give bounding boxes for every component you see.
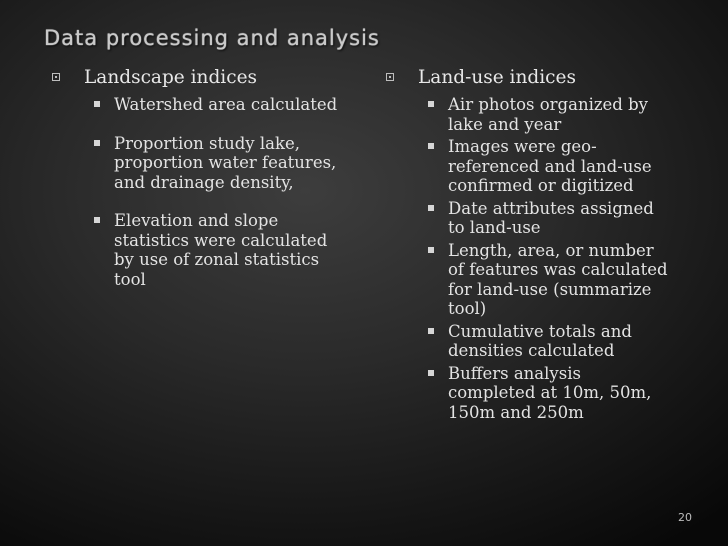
list-item-line: completed at 10m, 50m, <box>448 383 652 402</box>
list-item <box>52 95 352 115</box>
list-item-line: Buffers analysis <box>448 363 581 383</box>
list-item-line: proportion water features, <box>114 153 337 172</box>
left-list <box>52 95 352 289</box>
list-item-line: Elevation and slope <box>114 211 279 230</box>
list-item-line: Air photos organized by <box>448 95 648 114</box>
list-item <box>386 95 696 134</box>
square-bullet-icon <box>428 247 434 253</box>
list-item <box>52 211 352 289</box>
list-item-line: lake and year <box>448 114 562 134</box>
page-number: 20 <box>678 511 692 524</box>
list-item-line: referenced and land-use <box>448 156 652 176</box>
list-item-line: by use of zonal statistics <box>114 250 320 269</box>
square-bullet-icon <box>94 217 100 223</box>
list-item-line: tool) <box>448 299 487 318</box>
list-item-line: Date attributes assigned <box>448 198 654 218</box>
list-item-line: Watershed area calculated <box>114 95 338 114</box>
right-column <box>386 66 696 425</box>
list-item-line: 150m and 250m <box>448 402 584 422</box>
list-item-line: of features was calculated <box>448 260 668 279</box>
square-bullet-icon <box>428 101 434 107</box>
list-item-line: densities calculated <box>448 341 615 360</box>
right-list <box>386 95 696 422</box>
right-heading <box>386 66 696 90</box>
list-item-line: and drainage density, <box>114 172 294 192</box>
square-bullet-icon <box>94 140 100 146</box>
left-column <box>52 66 352 308</box>
list-item <box>386 199 696 238</box>
list-item-line: tool <box>114 269 146 289</box>
list-item-line: Proportion study lake, <box>114 133 300 153</box>
list-item <box>386 364 696 423</box>
list-item-line: confirmed or digitized <box>448 176 634 195</box>
list-item-line: Cumulative totals and <box>448 321 632 341</box>
boxed-square-bullet-icon <box>52 73 60 81</box>
list-item-line: Length, area, or number <box>448 240 654 260</box>
square-bullet-icon <box>428 205 434 211</box>
left-heading <box>52 66 352 90</box>
square-bullet-icon <box>428 143 434 149</box>
right-heading-text: Land-use indices <box>418 67 576 88</box>
list-item-line: for land-use (summarize <box>448 279 652 299</box>
slide-title: Data processing and analysis <box>44 26 380 50</box>
list-item-line: to land-use <box>448 218 541 237</box>
list-item-line: statistics were calculated <box>114 230 328 250</box>
list-item-line: Images were geo- <box>448 137 597 156</box>
square-bullet-icon <box>428 370 434 376</box>
list-item <box>386 322 696 361</box>
list-item <box>386 241 696 319</box>
left-heading-text: Landscape indices <box>84 67 258 88</box>
list-item <box>386 137 696 196</box>
square-bullet-icon <box>428 328 434 334</box>
square-bullet-icon <box>94 101 100 107</box>
list-item <box>52 134 352 193</box>
boxed-square-bullet-icon <box>386 73 394 81</box>
